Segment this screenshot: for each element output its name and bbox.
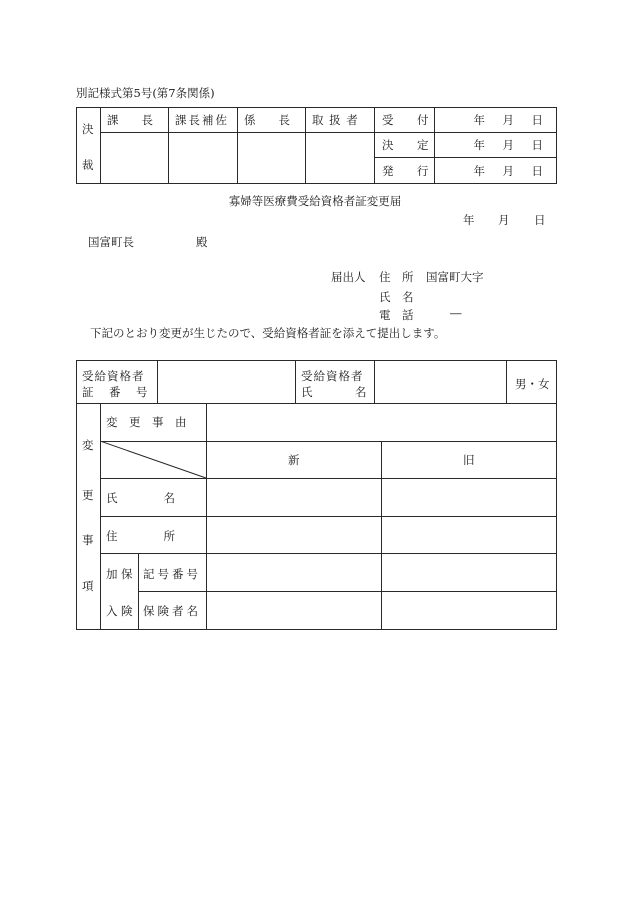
gender-select[interactable]: 男・女 [515, 377, 550, 391]
name-old-field[interactable] [382, 479, 556, 516]
insurance-label-3: 入 [106, 604, 118, 618]
recipient-name-field[interactable] [375, 361, 506, 403]
section-label-2: 更 [82, 488, 94, 502]
header-subsection-chief: 係 長 [244, 113, 290, 127]
diagonal-line [100, 441, 207, 479]
row-decided-date: 年 月 日 [473, 138, 546, 152]
insurer-new-field[interactable] [207, 592, 381, 629]
insurer-old-field[interactable] [382, 592, 556, 629]
date-day: 日 [534, 213, 546, 227]
phone-dash: ― [450, 306, 462, 320]
addressee-name: 国富町長 [88, 235, 134, 249]
symbol-new-field[interactable] [207, 554, 381, 591]
approval-label-top: 決 [82, 122, 94, 136]
column-new: 新 [288, 453, 300, 467]
row-issued-label: 発 行 [382, 163, 435, 178]
cert-number-field[interactable] [158, 361, 295, 403]
insurance-label-1: 加 [106, 567, 118, 581]
cert-number-label-2: 証 番 号 [82, 385, 150, 399]
insurance-label-4: 険 [121, 604, 133, 618]
cert-number-label-1: 受給資格者 [82, 369, 145, 383]
change-reason-label: 変 更 事 由 [106, 415, 187, 429]
phone-label: 電 話 [379, 308, 414, 322]
address-old-field[interactable] [382, 517, 556, 553]
row-received-label: 受 付 [382, 113, 435, 127]
row-insurer-label: 保険者名 [143, 604, 201, 618]
name-new-field[interactable] [207, 479, 381, 516]
page-title: 寡婦等医療費受給資格者証変更届 [228, 194, 402, 208]
statement: 下記のとおり変更が生じたので、受給資格者証を添えて提出します。 [90, 326, 446, 340]
address-value: 国富町大字 [426, 270, 484, 284]
address-label: 住 所 [379, 270, 414, 284]
recipient-name-label-1: 受給資格者 [301, 369, 364, 383]
header-deputy-chief: 課長補佐 [175, 113, 229, 127]
form-id: 別記様式第5号(第7条関係) [76, 86, 215, 100]
section-label-3: 事 [82, 533, 94, 547]
header-section-chief: 課 長 [107, 113, 153, 127]
section-label-4: 項 [82, 579, 94, 593]
header-handler: 取 扱 者 [312, 113, 359, 127]
name-label: 氏 名 [379, 290, 414, 304]
column-old: 旧 [463, 453, 475, 467]
row-address-label: 住 所 [106, 529, 175, 543]
row-received-date: 年 月 日 [473, 113, 546, 127]
change-reason-field[interactable] [207, 404, 556, 441]
recipient-name-label-2: 氏 名 [301, 385, 369, 399]
date-month: 月 [498, 213, 510, 227]
applicant-label: 届出人 [331, 270, 366, 284]
section-label-1: 変 [82, 438, 94, 452]
insurance-label-2: 保 [121, 567, 133, 581]
approval-label-bottom: 裁 [82, 158, 94, 172]
row-symbol-label: 記号番号 [143, 567, 201, 581]
address-new-field[interactable] [207, 517, 381, 553]
date-year: 年 [463, 213, 475, 227]
row-issued-date: 年 月 日 [473, 163, 546, 178]
row-name-label: 氏 名 [106, 491, 175, 505]
row-decided-label: 決 定 [382, 138, 435, 152]
symbol-old-field[interactable] [382, 554, 556, 591]
addressee-honorific: 殿 [196, 235, 208, 249]
